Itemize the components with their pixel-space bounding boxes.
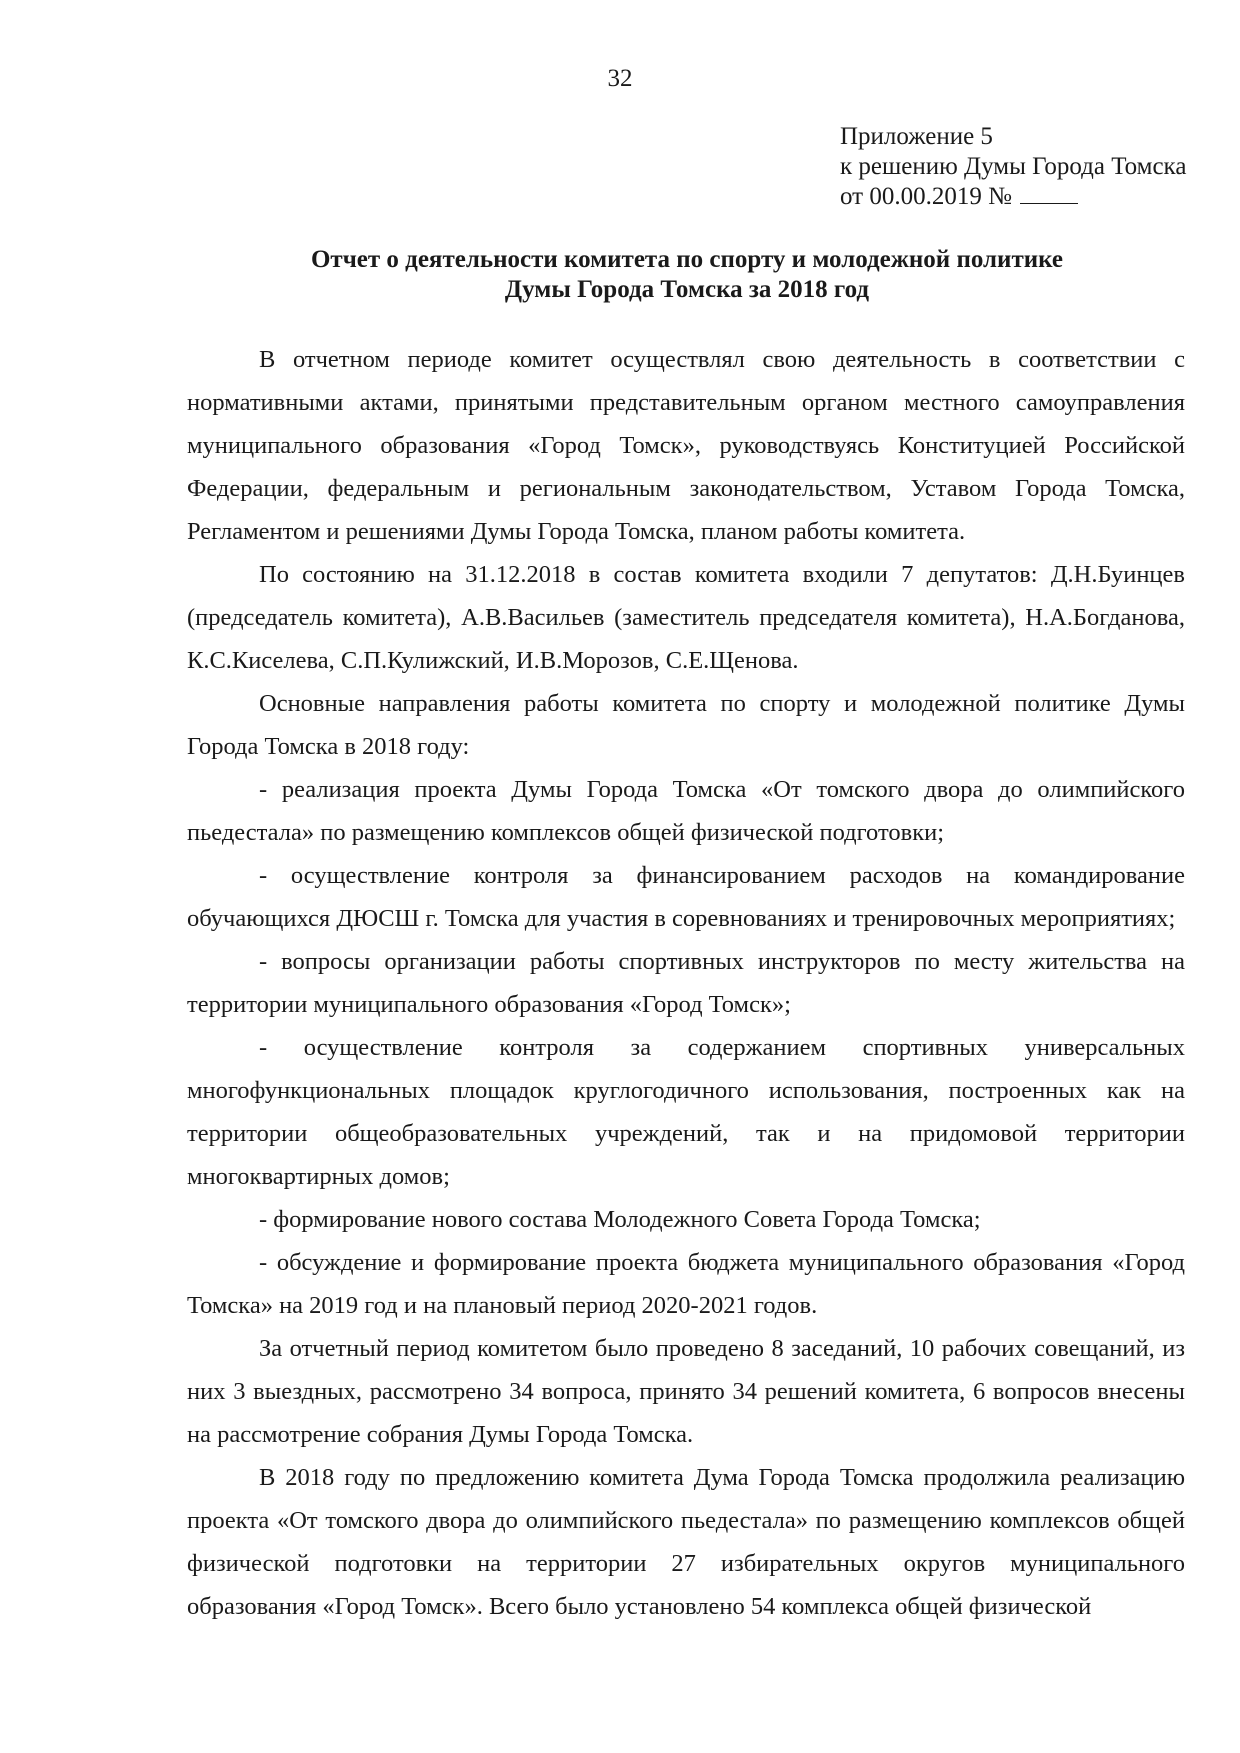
- report-title: [187, 245, 1187, 305]
- list-item: - формирование нового состава Молодежного Совета Города Томска;: [259, 1206, 981, 1233]
- list-item: - обсуждение и формирование проекта бюджета муниципального образования «Город Томска» на 2019 год и на плановый период 2020-2021 годов.: [187, 1249, 1185, 1319]
- appendix-block: [840, 122, 1186, 212]
- paragraph-project: В 2018 году по предложению комитета Дума Города Томска продолжила реализацию проекта «От томского двора до олимпийского пьедестала» по размещению комплексов общей физической подготовки на территории 27 избирательных округов муниципального образования «Город Томск». Всего было установлено 54 комплекса общей физической: [187, 1464, 1185, 1620]
- paragraph-meetings: За отчетный период комитетом было проведено 8 заседаний, 10 рабочих совещаний, из них 3 выездных, рассмотрено 34 вопроса, принято 34 решений комитета, 6 вопросов внесены на рассмотрение собрания Думы Города Томска.: [187, 1335, 1185, 1448]
- appendix-label: Приложение 5: [840, 123, 993, 150]
- report-body: [187, 338, 1185, 1628]
- list-item: - осуществление контроля за содержанием спортивных универсальных многофункциональных площадок круглогодичного использования, построенных как на территории общеобразовательных учреждений, так и на придомовой территории многоквартирных домов;: [187, 1034, 1185, 1190]
- list-item: - реализация проекта Думы Города Томска «От томского двора до олимпийского пьедестала» по размещению комплексов общей физической подготовки;: [187, 776, 1185, 846]
- appendix-date: от 00.00.2019 №: [840, 183, 1012, 210]
- appendix-date-line: [840, 182, 1186, 212]
- number-blank-line: [1020, 183, 1078, 204]
- appendix-decision: к решению Думы Города Томска: [840, 153, 1187, 180]
- paragraph-directions: Основные направления работы комитета по спорту и молодежной политике Думы Города Томска в 2018 году:: [187, 690, 1185, 760]
- paragraph-intro: В отчетном периоде комитет осуществлял свою деятельность в соответствии с нормативными актами, принятыми представительным органом местного самоуправления муниципального образования «Город Томск», руководствуясь Конституцией Российской Федерации, федеральным и региональным законодательством, Уставом Города Томска, Регламентом и решениями Думы Города Томска, планом работы комитета.: [187, 346, 1185, 545]
- list-item: - вопросы организации работы спортивных инструкторов по месту жительства на территории муниципального образования «Город Томск»;: [187, 948, 1185, 1018]
- page-number: 32: [607, 65, 633, 92]
- report-title-line-2: Думы Города Томска за 2018 год: [504, 276, 870, 303]
- paragraph-members: По состоянию на 31.12.2018 в состав комитета входили 7 депутатов: Д.Н.Буинцев (председатель комитета), А.В.Васильев (заместитель председателя комитета), Н.А.Богданова, К.С.Киселева, С.П.Кулижский, И.В.Морозов, С.Е.Щенова.: [187, 561, 1185, 674]
- list-item: - осуществление контроля за финансированием расходов на командирование обучающихся ДЮСШ г. Томска для участия в соревнованиях и тренировочных мероприятиях;: [187, 862, 1185, 932]
- report-title-line-1: Отчет о деятельности комитета по спорту и молодежной политике: [310, 246, 1064, 273]
